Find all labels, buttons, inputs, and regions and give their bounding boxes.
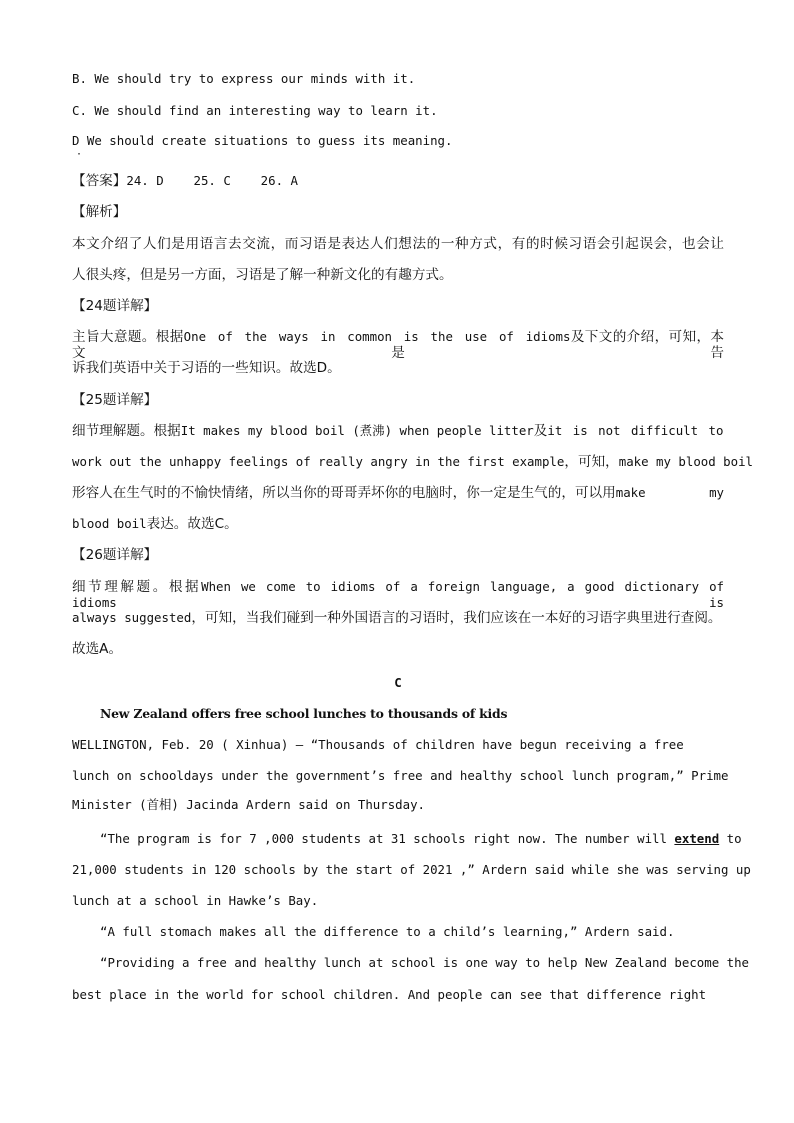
q25-quote-4: make my blood boil bbox=[618, 454, 754, 469]
q25-quote-2: it is not difficult to bbox=[547, 423, 724, 438]
passage-p1-line-2: lunch on schooldays under the government’s free and healthy school lunch program,” Prime bbox=[72, 768, 729, 783]
passage-p4-line-2: best place in the world for school children. And people can see that difference right bbox=[72, 987, 707, 1002]
passage-keyword-extend: extend bbox=[674, 831, 720, 846]
q25-line-3 bbox=[72, 485, 724, 501]
q25-text-2: ，可知， bbox=[564, 454, 619, 470]
q26-line-3: 故选A。 bbox=[72, 641, 123, 657]
q25-text-4: 表达。故选C。 bbox=[146, 516, 238, 532]
passage-p1-line-1: WELLINGTON, Feb. 20 ( Xinhua) – “Thousands of children have begun receiving a free bbox=[72, 737, 684, 752]
passage-p2-text-2: to bbox=[719, 831, 742, 846]
q25-line-2 bbox=[72, 454, 753, 470]
q24-line-1 bbox=[72, 329, 724, 361]
q25-label: 【25题详解】 bbox=[72, 392, 158, 408]
q24-text: 主旨大意题。根据 bbox=[72, 329, 184, 345]
q25-quote: It makes my blood boil (煮沸) when people litter bbox=[180, 423, 534, 438]
passage-p1-line-3: Minister (首相) Jacinda Ardern said on Thursday. bbox=[72, 797, 426, 812]
q26-label: 【26题详解】 bbox=[72, 547, 158, 563]
section-heading: C bbox=[394, 675, 402, 690]
passage-title: New Zealand offers free school lunches to thousands of kids bbox=[100, 706, 508, 721]
passage-p2-line-2: 21,000 students in 120 schools by the start of 2021 ,” Ardern said while she was serving up bbox=[72, 862, 751, 877]
q24-line-2: 诉我们英语中关于习语的一些知识。故选D。 bbox=[72, 360, 341, 376]
q25-quote-7: blood boil bbox=[72, 516, 147, 531]
q26-quote: When we come to idioms of a foreign language, a good dictionary of idioms is bbox=[72, 579, 724, 610]
q24-text-2: 及下文的介绍，可知，本文是告 bbox=[72, 329, 725, 361]
q25-line-4 bbox=[72, 516, 238, 532]
q25-text-3: 形容人在生气时的不愉快情绪，所以当你的哥哥弄坏你的电脑时，你一定是生气的，可以用 bbox=[72, 485, 616, 501]
analysis-line-2: 人很头疼，但是另一方面，习语是了解一种新文化的有趣方式。 bbox=[72, 267, 453, 283]
q26-quote-2: always suggested bbox=[72, 610, 192, 625]
passage-p2-text: “The program is for 7 ,000 students at 31 schools right now. The number will bbox=[100, 831, 675, 846]
q25-quote-6: my bbox=[709, 485, 724, 500]
answer-line bbox=[72, 173, 298, 189]
answer-label: 【答案】 bbox=[72, 173, 127, 189]
passage-p2-line-1 bbox=[100, 831, 742, 847]
option-d: D We should create situations to guess its meaning. bbox=[72, 133, 453, 148]
option-b: B. We should try to express our minds with it. bbox=[72, 71, 416, 86]
analysis-line-1: 本文介绍了人们是用语言去交流，而习语是表达人们想法的一种方式，有的时候习语会引起误会，也会让 bbox=[72, 236, 724, 252]
q25-and: 及 bbox=[533, 423, 548, 439]
q24-quote: One of the ways in common is the use of idioms bbox=[183, 329, 571, 344]
q26-text: 细节理解题。根据 bbox=[72, 579, 202, 595]
q25-quote-5: make bbox=[615, 485, 646, 500]
passage-p2-line-3: lunch at a school in Hawke’s Bay. bbox=[72, 893, 319, 908]
passage-p4-line-1: “Providing a free and healthy lunch at school is one way to help New Zealand become the bbox=[100, 955, 750, 970]
q26-line-1 bbox=[72, 579, 724, 611]
q24-label: 【24题详解】 bbox=[72, 298, 158, 314]
answer-value: 24. D 25. C 26. A bbox=[126, 173, 298, 188]
option-c: C. We should find an interesting way to learn it. bbox=[72, 103, 438, 118]
q26-text-2: ，可知，当我们碰到一种外国语言的习语时，我们应该在一本好的习语字典里进行查阅。 bbox=[191, 610, 722, 626]
passage-p3: “A full stomach makes all the difference to a child’s learning,” Ardern said. bbox=[100, 924, 675, 939]
analysis-label: 【解析】 bbox=[72, 204, 127, 220]
q25-quote-3: work out the unhappy feelings of really angry in the first example bbox=[72, 454, 565, 469]
stray-dot-mark: · bbox=[76, 149, 83, 160]
q25-text: 细节理解题。根据 bbox=[72, 423, 181, 439]
q26-line-2 bbox=[72, 610, 722, 626]
q25-line-1 bbox=[72, 423, 723, 439]
